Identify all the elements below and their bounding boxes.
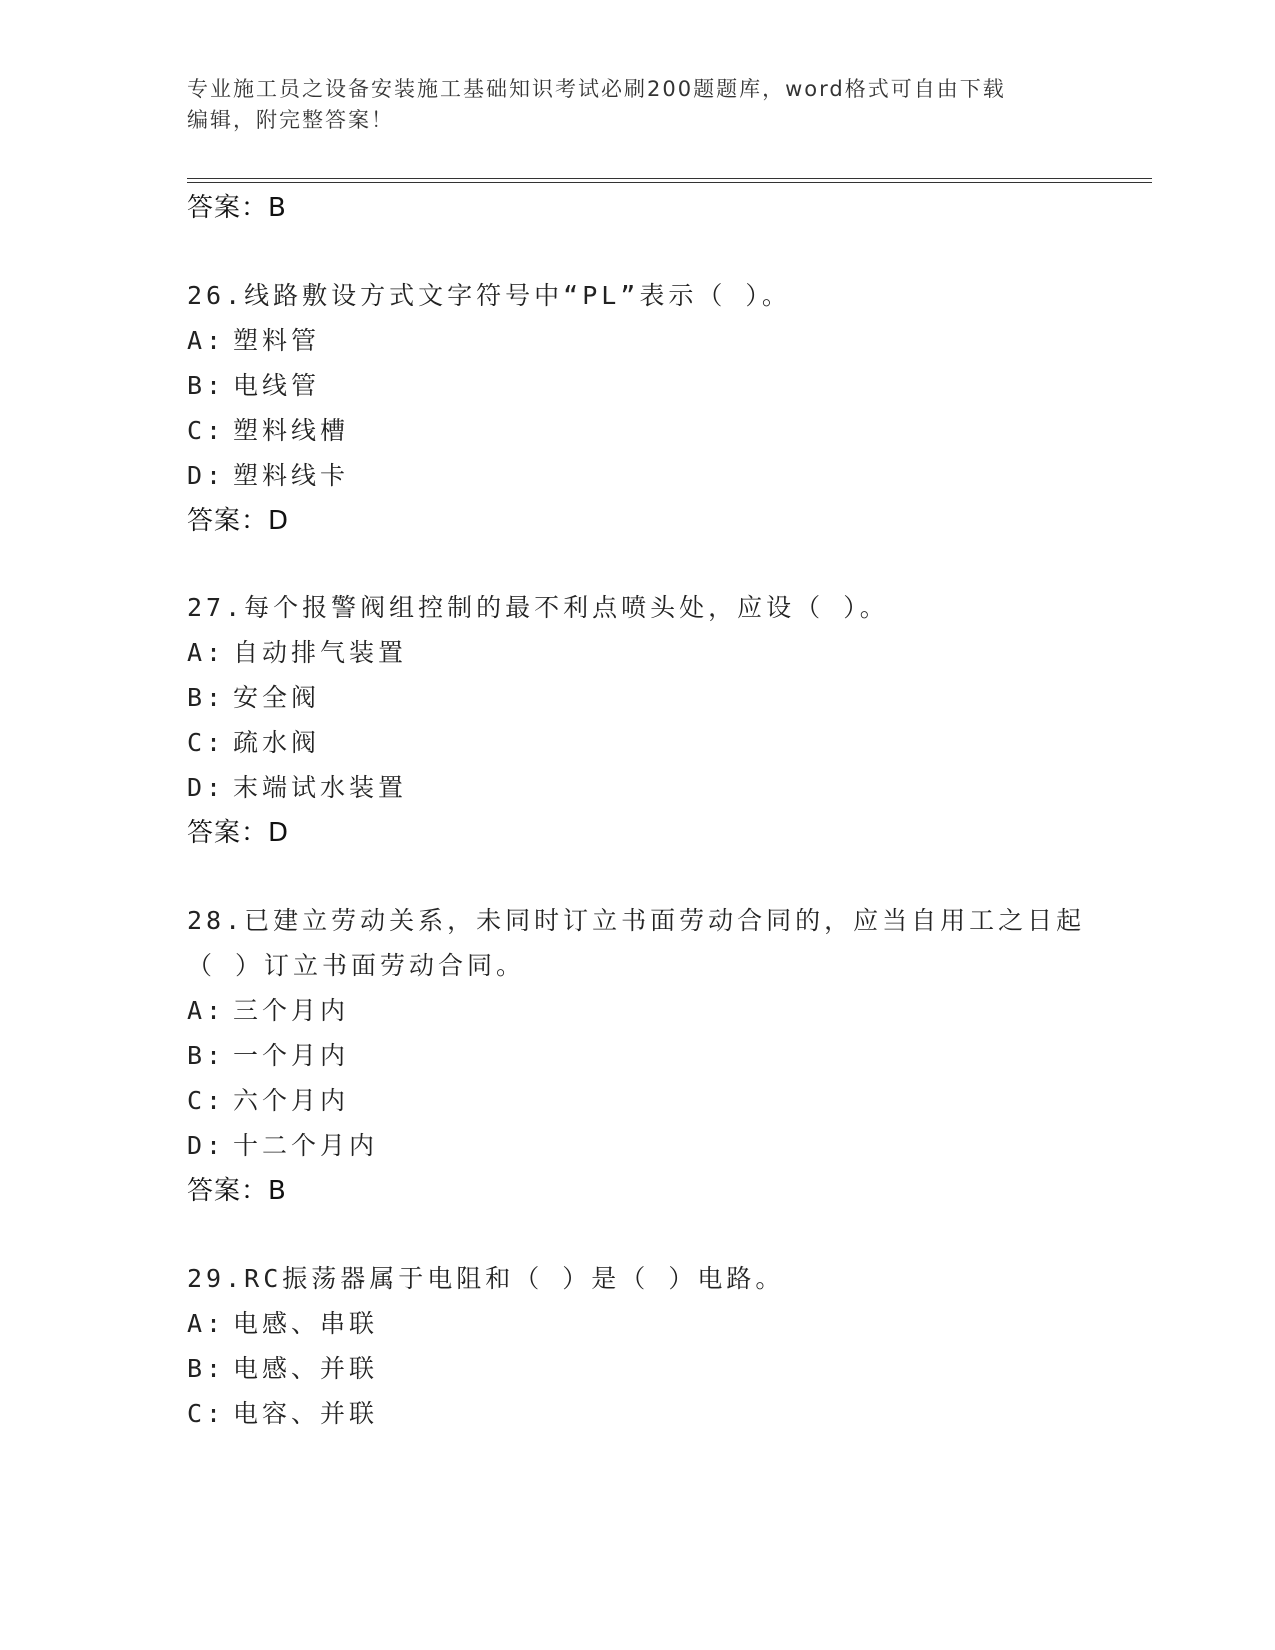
- question-stem-line: 29.RC振荡器属于电阻和（ ）是（ ）电路。: [187, 1264, 785, 1293]
- question-option: [187, 637, 407, 669]
- question-option: [187, 460, 349, 492]
- option-text: 电容、并联: [233, 1399, 379, 1428]
- option-letter: A:: [187, 996, 226, 1025]
- question-option: [187, 772, 407, 804]
- option-text: 三个月内: [233, 996, 350, 1025]
- option-text: 塑料管: [233, 326, 321, 355]
- option-letter: A:: [187, 326, 226, 355]
- option-letter: D:: [187, 773, 226, 802]
- question-option: [187, 370, 320, 402]
- question-stem-line: 27.每个报警阀组控制的最不利点喷头处，应设（ ）。: [187, 593, 889, 622]
- question-stem-line: （ ）订立书面劳动合同。: [187, 951, 526, 980]
- option-letter: A:: [187, 1309, 226, 1338]
- option-text: 塑料线卡: [233, 461, 350, 490]
- answer-value: B: [268, 1176, 287, 1206]
- option-text: 十二个月内: [233, 1131, 379, 1160]
- option-letter: B:: [187, 371, 226, 400]
- question-option: [187, 1308, 378, 1340]
- answer-value: D: [268, 818, 290, 848]
- option-letter: A:: [187, 638, 226, 667]
- option-text: 疏水阀: [233, 728, 321, 757]
- header-divider-top: [187, 178, 1152, 179]
- option-letter: C:: [187, 1399, 226, 1428]
- option-text: 末端试水装置: [233, 773, 408, 802]
- option-letter: B:: [187, 1354, 226, 1383]
- option-text: 六个月内: [233, 1086, 350, 1115]
- answer-value: D: [268, 506, 290, 536]
- option-letter: D:: [187, 1131, 226, 1160]
- question-option: [187, 325, 320, 357]
- question-option: [187, 682, 320, 714]
- question-answer: [187, 817, 289, 849]
- question-option: [187, 1040, 349, 1072]
- answer-value: B: [268, 193, 287, 223]
- option-text: 电感、并联: [233, 1354, 379, 1383]
- question-option: [187, 1398, 378, 1430]
- option-text: 一个月内: [233, 1041, 350, 1070]
- question-option: [187, 727, 320, 759]
- answer-prefix: 答案：: [187, 818, 269, 848]
- option-text: 自动排气装置: [233, 638, 408, 667]
- question-option: [187, 1085, 349, 1117]
- question-option: [187, 415, 349, 447]
- option-text: 电感、串联: [233, 1309, 379, 1338]
- question-option: [187, 1130, 378, 1162]
- answer-prefix: 答案：: [187, 506, 269, 536]
- option-letter: B:: [187, 683, 226, 712]
- question-stem-line: 26.线路敷设方式文字符号中“PL”表示（ ）。: [187, 281, 791, 310]
- question-stem-line: 28.已建立劳动关系，未同时订立书面劳动合同的，应当自用工之日起: [187, 906, 1086, 935]
- header-title-line-2: 编辑，附完整答案！: [187, 108, 394, 132]
- option-letter: C:: [187, 416, 226, 445]
- option-letter: C:: [187, 728, 226, 757]
- header-divider-bottom: [187, 182, 1152, 183]
- question-option: [187, 995, 349, 1027]
- option-letter: D:: [187, 461, 226, 490]
- question-option: [187, 1353, 378, 1385]
- question-answer: [187, 1175, 287, 1207]
- previous-answer: [187, 192, 287, 224]
- option-text: 塑料线槽: [233, 416, 350, 445]
- option-text: 电线管: [233, 371, 321, 400]
- option-letter: C:: [187, 1086, 226, 1115]
- header-title-line-1: 专业施工员之设备安装施工基础知识考试必刷200题题库，word格式可自由下载: [187, 77, 1006, 101]
- question-answer: [187, 505, 289, 537]
- option-text: 安全阀: [233, 683, 321, 712]
- document-header: [187, 74, 1067, 136]
- option-letter: B:: [187, 1041, 226, 1070]
- answer-prefix: 答案：: [187, 1176, 269, 1206]
- answer-prefix: 答案：: [187, 193, 269, 223]
